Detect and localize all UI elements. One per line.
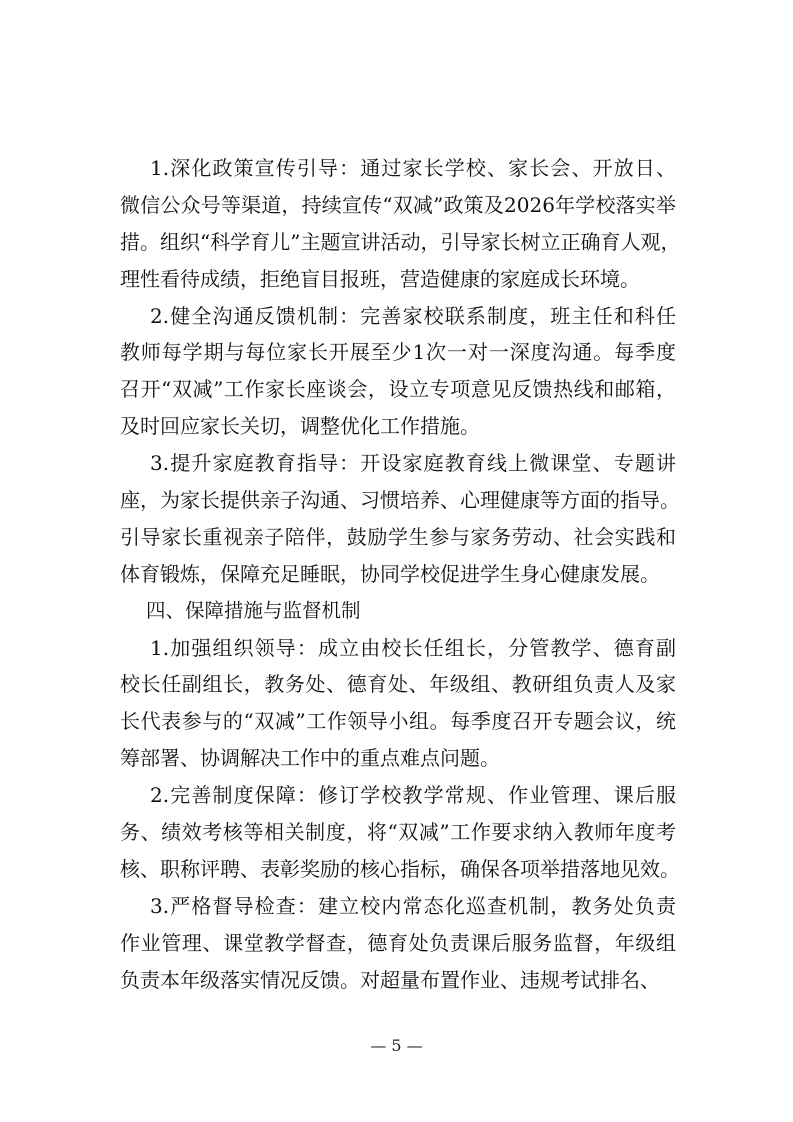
paragraph-line: 务、绩效考核等相关制度，将“双减”工作要求纳入教师年度考: [120, 820, 676, 845]
page-number: — 5 —: [370, 1036, 423, 1055]
paragraph-line: 体育锻炼，保障充足睡眠，协同学校促进学生身心健康发展。: [120, 561, 660, 586]
paragraph-line: 引导家长重视亲子陪伴，鼓励学生参与家务劳动、社会实践和: [120, 524, 676, 549]
paragraph-line: 及时回应家长关切，调整优化工作措施。: [120, 414, 480, 439]
paragraph: [120, 777, 680, 888]
paragraph-line: 座，为家长提供亲子沟通、习惯培养、心理健康等方面的指导。: [120, 488, 680, 513]
paragraph: [120, 150, 681, 298]
paragraph: [120, 630, 676, 778]
paragraph: [120, 888, 676, 999]
paragraph: [120, 298, 676, 446]
paragraph-line: 措。组织“科学育儿”主题宣讲活动，引导家长树立正确育人观，: [120, 229, 681, 254]
paragraph-line: 筹部署、协调解决工作中的重点难点问题。: [120, 746, 500, 771]
paragraph-line: 1.加强组织领导：成立由校长任组长，分管教学、德育副: [150, 635, 676, 660]
paragraph-line: 理性看待成绩，拒绝盲目报班，营造健康的家庭成长环境。: [120, 266, 640, 291]
paragraph-line: 微信公众号等渠道，持续宣传“双减”政策及2026年学校落实举: [120, 192, 676, 217]
paragraph: [120, 445, 680, 593]
document-body: [120, 150, 681, 998]
paragraph-line: 作业管理、课堂教学督查，德育处负责课后服务监督，年级组: [120, 930, 676, 955]
paragraph-line: 教师每学期与每位家长开展至少1次一对一深度沟通。每季度: [120, 340, 676, 365]
paragraph-line: 3.严格督导检查：建立校内常态化巡查机制，教务处负责: [150, 893, 676, 918]
paragraphs-after: [120, 630, 680, 999]
paragraph-line: 核、职称评聘、表彰奖励的核心指标，确保各项举措落地见效。: [120, 856, 680, 881]
paragraphs-before: [120, 150, 681, 593]
paragraph-line: 1.深化政策宣传引导：通过家长学校、家长会、开放日、: [150, 156, 676, 180]
paragraph-line: 2.完善制度保障：修订学校教学常规、作业管理、课后服: [150, 783, 676, 808]
paragraph-line: 2.健全沟通反馈机制：完善家校联系制度，班主任和科任: [150, 303, 676, 328]
paragraph-line: 3.提升家庭教育指导：开设家庭教育线上微课堂、专题讲: [150, 451, 676, 476]
paragraph-line: 长代表参与的“双减”工作领导小组。每季度召开专题会议，统: [120, 709, 676, 734]
paragraph-line: 校长任副组长，教务处、德育处、年级组、教研组负责人及家: [120, 672, 676, 697]
paragraph-line: 负责本年级落实情况反馈。对超量布置作业、违规考试排名、: [120, 967, 660, 992]
section-heading: 四、保障措施与监督机制: [146, 598, 361, 622]
paragraph-line: 召开“双减”工作家长座谈会，设立专项意见反馈热线和邮箱，: [120, 377, 676, 402]
